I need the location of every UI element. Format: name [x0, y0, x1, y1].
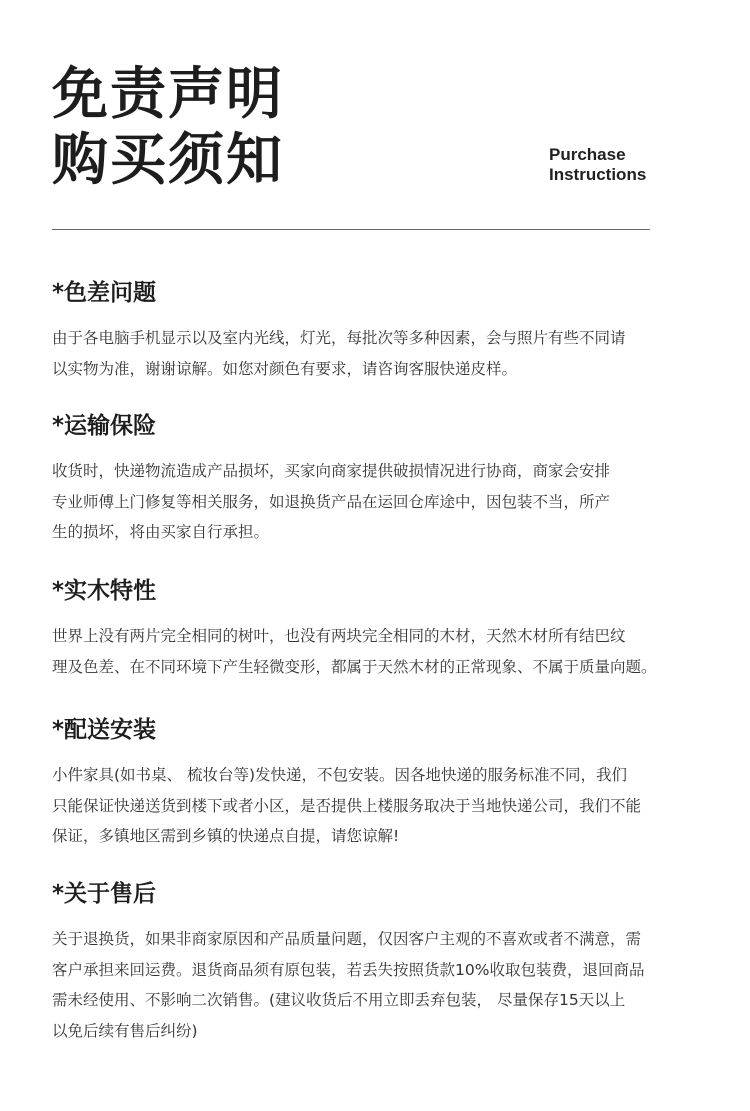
- body-line: 生的损坏，将由买家自行承担。: [52, 523, 270, 541]
- section-wood-properties: [52, 577, 732, 682]
- body-line: 专业师傅上门修复等相关服务，如退换货产品在运回仓库途中，因包装不当，所产: [52, 492, 611, 511]
- section-body: [52, 323, 732, 384]
- section-shipping-insurance: [52, 412, 732, 548]
- subtitle-line-1: Purchase: [549, 145, 626, 164]
- body-line: 由于各电脑手机显示以及室内光线，灯光，每批次等多种因素，会与照片有些不同请: [52, 329, 626, 347]
- section-heading: *色差问题: [52, 280, 157, 306]
- section-heading: *配送安装: [52, 717, 157, 743]
- section-heading: *关于售后: [52, 881, 157, 907]
- body-line: 以免后续有售后纠纷): [52, 1021, 198, 1040]
- subtitle-line-2: Instructions: [549, 165, 647, 184]
- body-line: 保证，多镇地区需到乡镇的快递点自提，请您谅解!: [52, 827, 400, 845]
- section-body: [52, 621, 732, 682]
- section-heading: *实木特性: [52, 578, 157, 604]
- body-line: 关于退换货，如果非商家原因和产品质量问题，仅因客户主观的不喜欢或者不满意，需: [52, 930, 642, 948]
- header-divider: [52, 229, 650, 230]
- body-line: 需未经使用、不影响二次销售。(建议收货后不用立即丢弃包装， 尽量保存15天以上: [52, 991, 626, 1009]
- body-line: 世界上没有两片完全相同的树叶，也没有两块完全相同的木材，天然木材所有结巴纹: [52, 627, 626, 645]
- section-color-difference: [52, 279, 732, 384]
- section-delivery-installation: [52, 716, 732, 852]
- body-line: 以实物为准，谢谢谅解。如您对颜色有要求，请咨询客服快递皮样。: [52, 359, 518, 378]
- section-body: [52, 760, 732, 852]
- body-line: 客户承担来回运费。退货商品须有原包装，若丢失按照货款10%收取包装费，退回商品: [52, 960, 645, 979]
- section-body: [52, 456, 732, 548]
- section-after-sales: [52, 880, 732, 1046]
- english-subtitle: [549, 145, 646, 185]
- section-heading: *运输保险: [52, 413, 157, 439]
- body-line: 小件家具(如书桌、 梳妆台等)发快递，不包安装。因各地快递的服务标准不同，我们: [52, 766, 628, 784]
- body-line: 理及色差、在不同环境下产生轻微变形，都属于天然木材的正常现象、不属于质量向题。: [52, 657, 657, 676]
- body-line: 收货时，快递物流造成产品损坏，买家向商家提供破损情况进行协商，商家会安排: [52, 462, 611, 480]
- title-disclaimer: 免责声明: [52, 62, 284, 127]
- section-body: [52, 924, 732, 1046]
- title-purchase-notice: 购买须知: [52, 128, 284, 193]
- body-line: 只能保证快递送货到楼下或者小区，是否提供上楼服务取决于当地快递公司，我们不能: [52, 796, 642, 815]
- page-title: [52, 62, 284, 194]
